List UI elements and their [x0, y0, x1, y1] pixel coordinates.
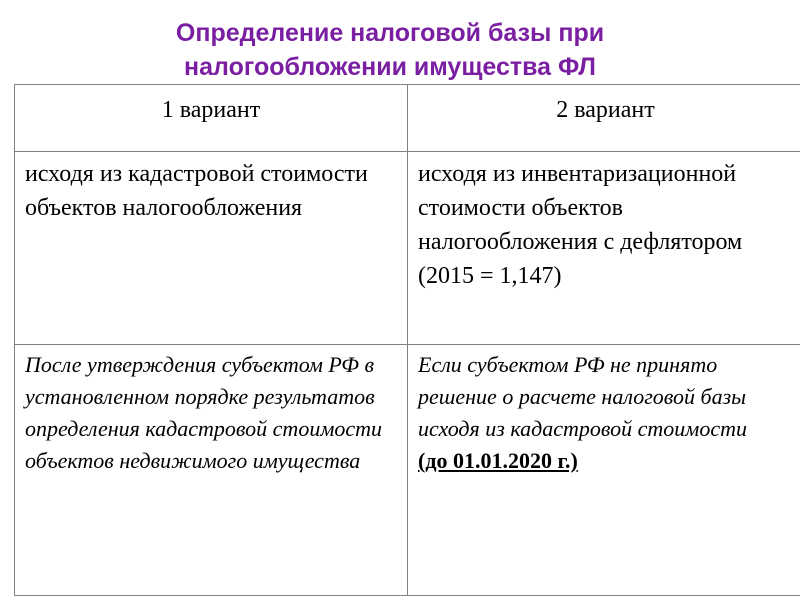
cell-condition-2 — [408, 345, 800, 596]
cell-cadastral-basis — [15, 152, 408, 345]
header-label-variant-2: 2 вариант — [556, 97, 655, 123]
table-header-row — [15, 85, 800, 152]
cell-inventory-basis — [408, 152, 800, 345]
cell-condition-1 — [15, 345, 408, 596]
header-cell-variant-1 — [15, 85, 408, 152]
table-row — [15, 345, 800, 596]
deadline-note: (до 01.01.2020 г.) — [418, 448, 578, 473]
slide-title — [0, 16, 780, 84]
cell-condition-1-text: После утверждения субъектом РФ в установленном порядке результатов определения кадастровой стоимости объектов недвижимого имущества — [25, 352, 383, 473]
table-row — [15, 152, 800, 345]
cell-condition-2-content — [408, 345, 800, 477]
header-label-variant-1: 1 вариант — [161, 97, 261, 123]
header-cell-variant-2 — [408, 85, 800, 152]
slide-title-line-2: налогообложении имущества ФЛ — [184, 53, 596, 81]
cell-condition-2-text: Если субъектом РФ не принято решение о расчете налоговой базы исходя из кадастровой стоимости — [418, 352, 747, 441]
cell-cadastral-basis-text: исходя из кадастровой стоимости объектов налогообложения — [25, 161, 368, 221]
cell-inventory-basis-text: исходя из инвентаризационной стоимости объектов налогообложения с дефлятором (2015 = 1,147) — [418, 161, 743, 289]
comparison-table — [14, 84, 800, 596]
slide-title-line-1: Определение налоговой базы при — [175, 19, 605, 47]
